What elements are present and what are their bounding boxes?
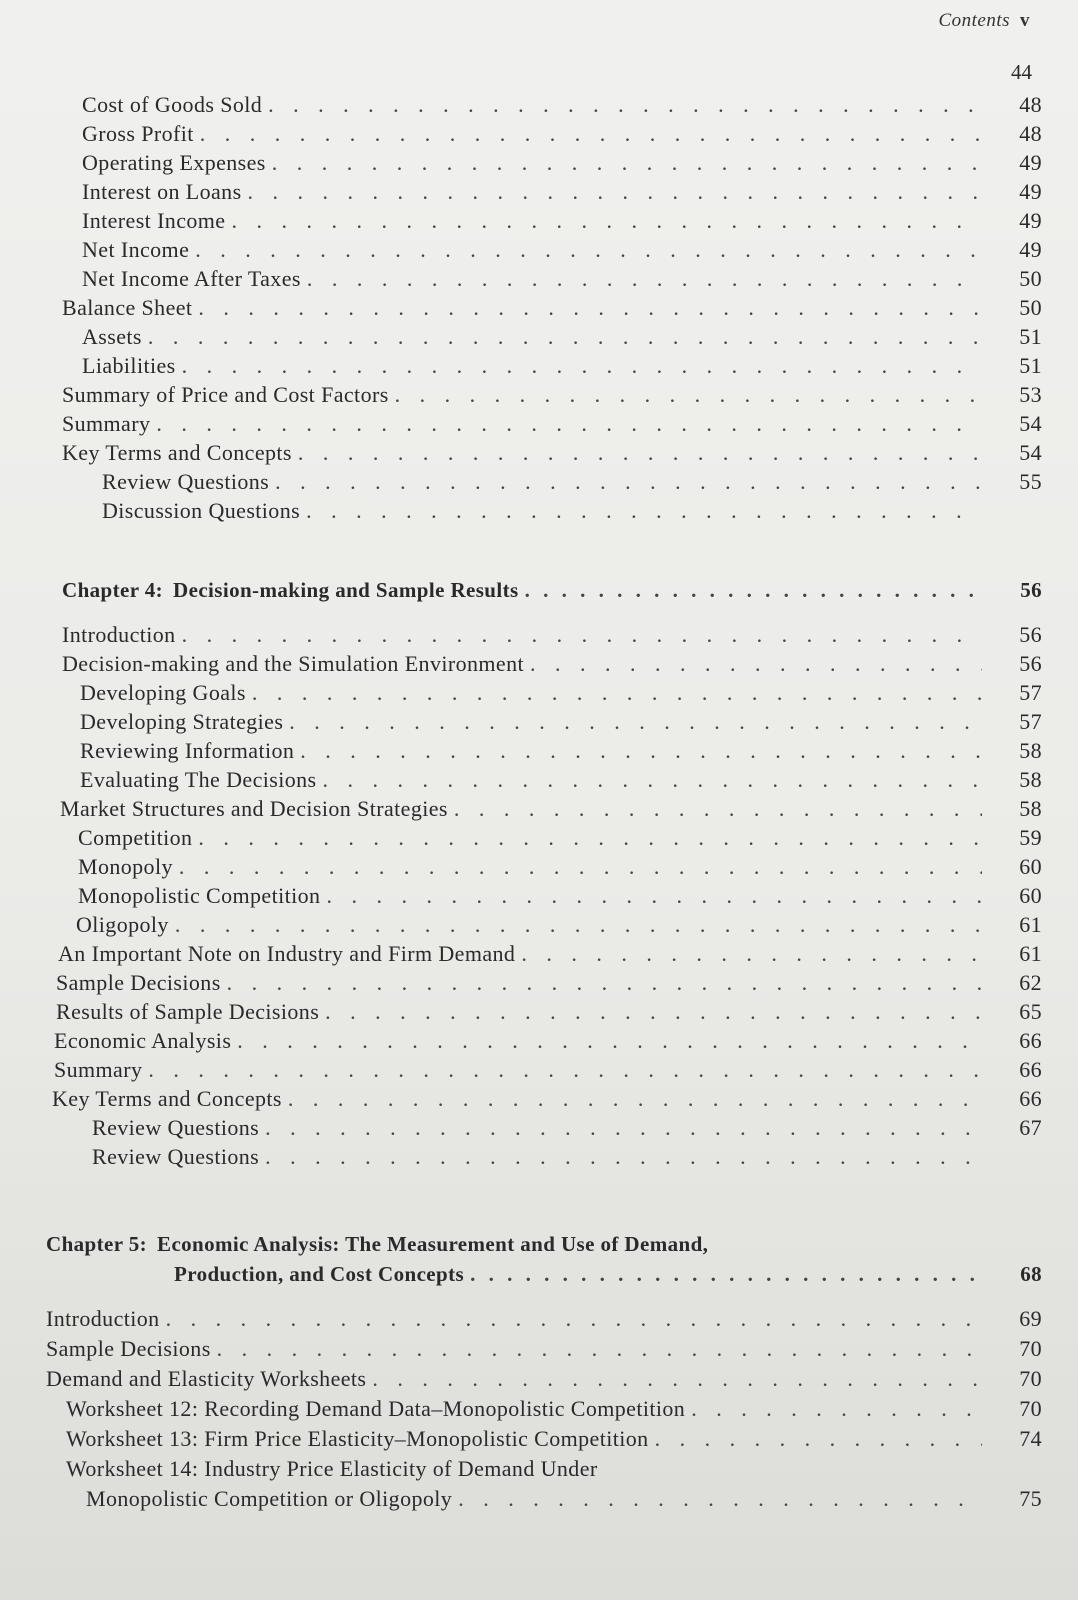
toc-entry: Interest on Loans . . . 49 <box>82 179 1042 205</box>
toc-entry: Review Questions . . . <box>92 1144 1042 1170</box>
toc-entry: Monopolistic Competition or Oligopoly . . . 75 <box>86 1486 1042 1512</box>
toc-entry: Developing Strategies . . . 57 <box>80 709 1042 735</box>
toc-entry: An Important Note on Industry and Firm Demand . . . 61 <box>58 941 1042 967</box>
toc-entry: Assets . . . 51 <box>82 324 1042 350</box>
toc-entry: Review Questions . . . 67 <box>92 1115 1042 1141</box>
toc-entry: Market Structures and Decision Strategies . . . 58 <box>60 796 1042 822</box>
toc-entry: Discussion Questions . . . <box>102 498 1042 524</box>
toc-entry: Evaluating The Decisions . . . 58 <box>80 767 1042 793</box>
toc-entry: Monopolistic Competition . . . 60 <box>78 883 1042 909</box>
toc-entry: Introduction . . . 69 <box>46 1306 1042 1332</box>
running-head-title: Contents <box>938 10 1010 31</box>
toc-entry: Liabilities . . . 51 <box>82 353 1042 379</box>
toc-entry: Gross Profit . . . 48 <box>82 121 1042 147</box>
chapter-5-heading: Chapter 5: Economic Analysis: The Measurement and Use of Demand, <box>46 1232 709 1256</box>
toc-entry: Decision-making and the Simulation Environment . . . 56 <box>62 651 1042 677</box>
toc-entry: Economic Analysis . . . 66 <box>54 1028 1042 1054</box>
toc-entry: Sample Decisions . . . 62 <box>56 970 1042 996</box>
toc-entry: Summary . . . 66 <box>54 1057 1042 1083</box>
toc-entry: Net Income . . . 49 <box>82 237 1042 263</box>
toc-entry: Sample Decisions . . . 70 <box>46 1336 1042 1362</box>
toc-entry: Worksheet 14: Industry Price Elasticity of Demand Under <box>66 1456 598 1481</box>
toc-entry: Review Questions . . . 55 <box>102 469 1042 495</box>
toc-entry: Summary . . . 54 <box>62 411 1042 437</box>
toc-entry: Interest Income . . . 49 <box>82 208 1042 234</box>
toc-entry: Demand and Elasticity Worksheets . . . 70 <box>46 1366 1042 1392</box>
toc-entry: Worksheet 13: Firm Price Elasticity–Monopolistic Competition . . . 74 <box>66 1426 1042 1452</box>
toc-entry: Monopoly . . . 60 <box>78 854 1042 880</box>
toc-entry: Key Terms and Concepts . . . 66 <box>52 1086 1042 1112</box>
toc-entry: Worksheet 12: Recording Demand Data–Monopolistic Competition . . . 70 <box>66 1396 1042 1422</box>
toc-entry: Balance Sheet . . . 50 <box>62 295 1042 321</box>
toc-entry: Summary of Price and Cost Factors . . . 53 <box>62 382 1042 408</box>
toc-entry: Cost of Goods Sold . . . 48 <box>82 92 1042 118</box>
toc-entry: Results of Sample Decisions . . . 65 <box>56 999 1042 1025</box>
toc-entry: Oligopoly . . . 61 <box>76 912 1042 938</box>
toc-entry: Reviewing Information . . . 58 <box>80 738 1042 764</box>
running-head-page: v <box>1020 10 1030 31</box>
toc-entry: Competition . . . 59 <box>78 825 1042 851</box>
toc-entry: Key Terms and Concepts . . . 54 <box>62 440 1042 466</box>
toc-entry: Developing Goals . . . 57 <box>80 680 1042 706</box>
continued-page-number: 44 <box>1011 60 1032 84</box>
toc-entry: Introduction . . . 56 <box>62 622 1042 648</box>
chapter-4-heading: Chapter 4: Decision-making and Sample Results . . . 56 <box>62 578 1042 603</box>
toc-entry: Operating Expenses . . . 49 <box>82 150 1042 176</box>
chapter-5-heading-continued: Production, and Cost Concepts . . . 68 <box>174 1262 1042 1287</box>
running-head <box>938 10 1030 32</box>
toc-entry: Net Income After Taxes . . . 50 <box>82 266 1042 292</box>
